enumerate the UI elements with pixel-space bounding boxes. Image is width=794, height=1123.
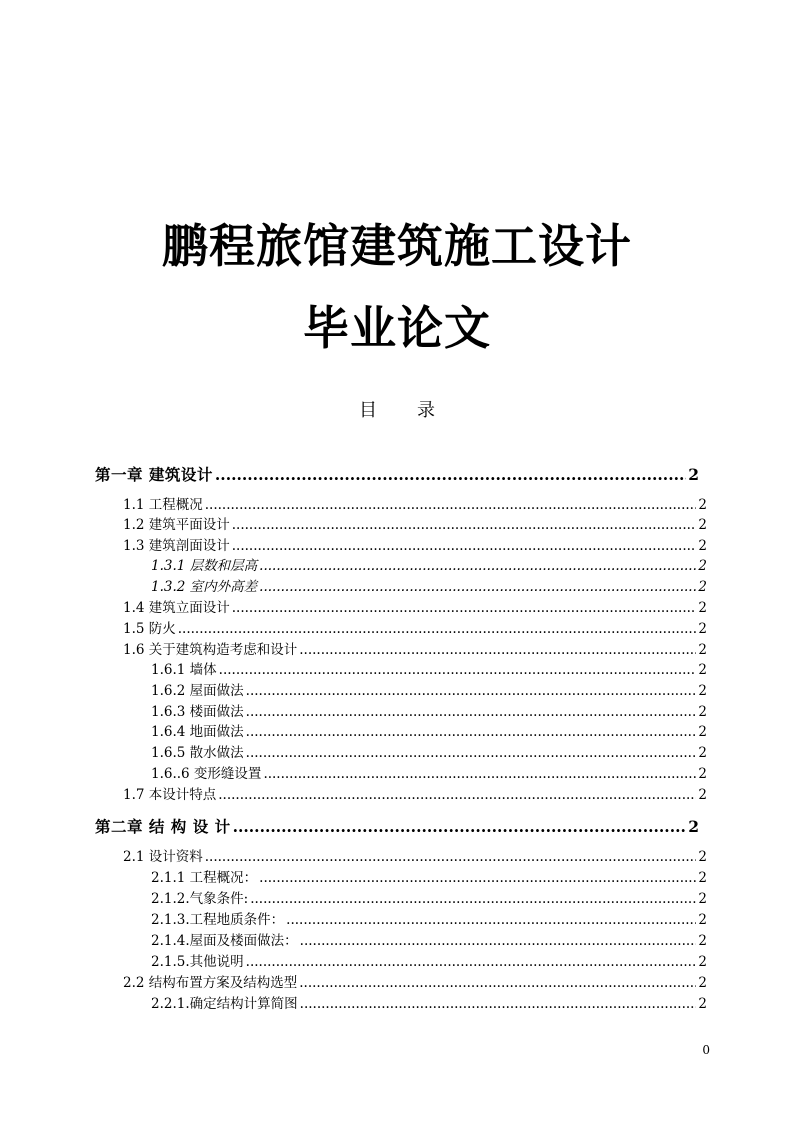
toc-label: 1.4 建筑立面设计 [123, 600, 230, 616]
dot-leader [233, 816, 687, 838]
toc-page-number: 2 [698, 517, 707, 533]
dot-leader [246, 702, 697, 723]
toc-label: 1.2 建筑平面设计 [123, 517, 230, 533]
toc-page-number: 2 [698, 683, 707, 699]
toc-label: 2.1 设计资料 [123, 849, 203, 865]
dot-leader [218, 785, 696, 806]
toc-label: 2.1.5.其他说明 [151, 954, 244, 970]
dot-leader [250, 889, 696, 910]
toc-label: 2.2 结构布置方案及结构选型 [123, 975, 298, 991]
dot-leader [300, 994, 697, 1015]
toc-label: 1.3 建筑剖面设计 [123, 538, 230, 554]
dot-leader [299, 640, 696, 661]
dot-leader [246, 743, 697, 764]
toc-label: 1.6.2 屋面做法 [151, 683, 244, 699]
toc-entry-2-1-3[interactable] [151, 910, 707, 931]
dot-leader [232, 598, 697, 619]
toc-page-number: 2 [688, 817, 699, 836]
toc-entry-2-1-1[interactable] [151, 868, 707, 889]
toc-label: 1.6.3 楼面做法 [151, 704, 244, 720]
toc-entry-2-1[interactable] [123, 847, 707, 868]
toc-page-number: 2 [698, 975, 707, 991]
toc-label: 1.6.5 散水做法 [151, 745, 244, 761]
toc-entry-1-6-2[interactable] [151, 681, 707, 702]
dot-leader [215, 464, 686, 486]
toc-label: 1.1 工程概况 [123, 497, 203, 513]
toc-chapter-2[interactable] [95, 816, 699, 838]
dot-leader [232, 536, 697, 557]
toc-page-number: 2 [698, 621, 707, 637]
toc-entry-1-6-3[interactable] [151, 702, 707, 723]
toc-page-number: 2 [698, 849, 707, 865]
toc-entry-2-2-1[interactable] [151, 994, 707, 1015]
toc-label: 1.7 本设计特点 [123, 787, 217, 803]
dot-leader [286, 910, 696, 931]
toc-label: 1.6.1 墙体 [151, 662, 217, 678]
toc-page-number: 2 [698, 870, 707, 886]
toc-label: 2.1.3.工程地质条件： [151, 912, 285, 928]
dot-leader [205, 847, 697, 868]
dot-leader [232, 515, 697, 536]
toc-page-number: 2 [688, 465, 699, 484]
toc-page-number: 2 [698, 600, 707, 616]
toc-entry-1-6[interactable] [123, 640, 707, 661]
dot-leader [178, 619, 697, 640]
toc-entry-1-1[interactable] [123, 495, 707, 516]
dot-leader [259, 556, 696, 577]
toc-label: 2.2.1.确定结构计算简图 [151, 996, 298, 1012]
toc-entry-1-7[interactable] [123, 785, 707, 806]
title-line-2: 毕业论文 [303, 301, 491, 355]
toc-page-number: 2 [698, 538, 707, 554]
toc-label: 2.1.2.气象条件: [151, 891, 249, 907]
toc-page-number: 2 [698, 766, 707, 782]
toc-label: 1.5 防火 [123, 621, 176, 637]
toc-entry-2-2[interactable] [123, 973, 707, 994]
toc-entry-2-1-2[interactable] [151, 889, 707, 910]
dot-leader [259, 577, 696, 598]
dot-leader [219, 660, 697, 681]
dot-leader [263, 764, 696, 785]
toc-entry-1-6-4[interactable] [151, 722, 707, 743]
dot-leader [300, 931, 697, 952]
toc-entry-2-1-5[interactable] [151, 952, 707, 973]
toc-page-number: 2 [698, 745, 707, 761]
title-line-1: 鹏程旅馆建筑施工设计 [162, 219, 632, 273]
toc-entry-1-3[interactable] [123, 536, 707, 557]
toc-page-number: 2 [698, 558, 707, 574]
toc-page-number: 2 [698, 642, 707, 658]
toc-entry-1-5[interactable] [123, 619, 707, 640]
toc-label: 2.1.1 工程概况： [151, 870, 258, 886]
toc-page-number: 2 [698, 787, 707, 803]
dot-leader [299, 973, 696, 994]
toc-page-number: 2 [698, 579, 707, 595]
toc-entry-1-6-1[interactable] [151, 660, 707, 681]
dot-leader [246, 952, 697, 973]
dot-leader [246, 722, 697, 743]
toc-chapter-1[interactable] [95, 464, 699, 486]
toc-page-number: 2 [698, 724, 707, 740]
toc-label: 1.6 关于建筑构造考虑和设计 [123, 642, 298, 658]
toc-label: 1.3.1 层数和层高 [151, 558, 258, 574]
toc-entry-1-6-6[interactable] [151, 764, 707, 785]
toc-entry-1-4[interactable] [123, 598, 707, 619]
dot-leader [259, 868, 696, 889]
toc-entry-1-6-5[interactable] [151, 743, 707, 764]
toc-label: 2.1.4.屋面及楼面做法： [151, 933, 298, 949]
toc-page-number: 2 [698, 996, 707, 1012]
toc-page-number: 2 [698, 662, 707, 678]
toc-entry-2-1-4[interactable] [151, 931, 707, 952]
toc-label: 1.6.4 地面做法 [151, 724, 244, 740]
page-number: 0 [702, 1043, 710, 1057]
toc-entry-1-3-2[interactable] [151, 577, 707, 598]
dot-leader [246, 681, 697, 702]
toc-page-number: 2 [698, 912, 707, 928]
toc-entry-1-3-1[interactable] [151, 556, 707, 577]
toc-label: 1.3.2 室内外高差 [151, 579, 258, 595]
toc-entry-1-2[interactable] [123, 515, 707, 536]
toc-page-number: 2 [698, 891, 707, 907]
toc-heading: 目录 [359, 400, 475, 421]
dot-leader [205, 495, 697, 516]
toc-page-number: 2 [698, 497, 707, 513]
toc-label: 1.6..6 变形缝设置 [151, 766, 262, 782]
toc-page-number: 2 [698, 933, 707, 949]
toc-label: 第一章 建筑设计 [95, 465, 213, 484]
toc-page-number: 2 [698, 704, 707, 720]
toc-label: 第二章 结 构 设 计 [95, 817, 231, 836]
toc-page-number: 2 [698, 954, 707, 970]
